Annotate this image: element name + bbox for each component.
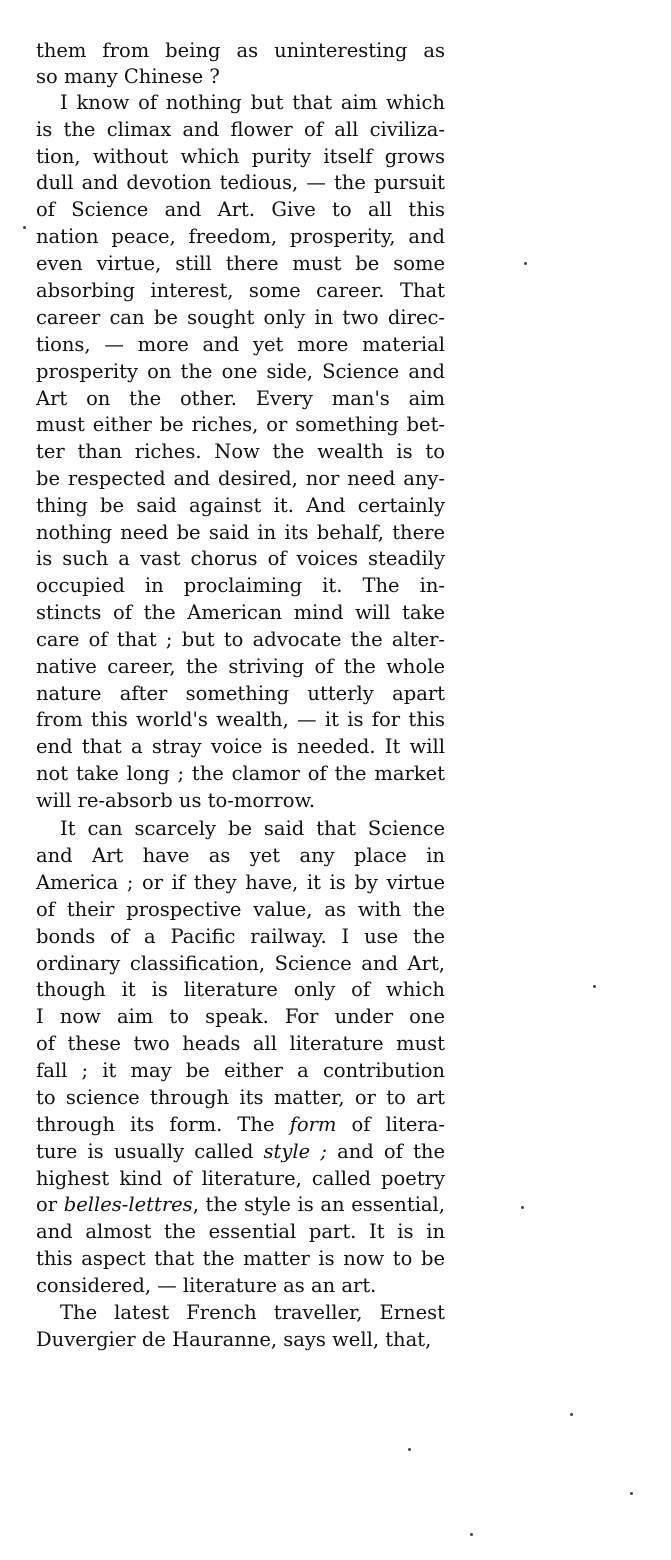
- text-run: ture is usually called: [36, 1140, 264, 1163]
- text-run: nothing need be said in its behalf, there: [36, 521, 445, 544]
- text-run: through its form. The: [36, 1113, 290, 1136]
- text-run: and of the: [326, 1140, 446, 1163]
- text-run: dull and devotion tedious, — the pursuit: [36, 171, 445, 194]
- page-speck: [630, 1492, 633, 1495]
- text-run: will re-absorb us to-morrow.: [36, 789, 316, 812]
- text-line: [36, 681, 445, 707]
- text-run: of their prospective value, as with the: [36, 898, 445, 921]
- text-line: [36, 761, 445, 787]
- text-run: nature after something utterly apart: [36, 682, 445, 705]
- text-run: I now aim to speak. For under one: [36, 1005, 445, 1028]
- text-line: [36, 600, 445, 626]
- text-line: [36, 897, 445, 923]
- text-line: [36, 439, 445, 465]
- text-run: of these two heads all literature must: [36, 1032, 445, 1055]
- text-run: though it is literature only of which: [36, 978, 445, 1001]
- text-line: [36, 870, 445, 896]
- text-run: highest kind of literature, called poetry: [36, 1167, 445, 1190]
- text-line: [36, 1327, 445, 1353]
- text-line: [36, 1192, 445, 1218]
- text-line: [36, 305, 445, 331]
- text-line: [36, 224, 445, 250]
- text-run: so many Chinese ?: [36, 65, 220, 88]
- text-run: I know of nothing but that aim which: [60, 91, 445, 114]
- text-line: [36, 117, 445, 143]
- text-run: end that a stray voice is needed. It will: [36, 735, 445, 758]
- text-line: [36, 1085, 445, 1111]
- text-line: [36, 1273, 445, 1299]
- text-run: from this world's wealth, — it is for this: [36, 708, 445, 731]
- text-line: [36, 1058, 445, 1084]
- page-speck: [521, 1206, 524, 1209]
- text-run: ter than riches. Now the wealth is to: [36, 440, 445, 463]
- text-run: fall ; it may be either a contribution: [36, 1059, 445, 1082]
- text-run: even virtue, still there must be some: [36, 252, 445, 275]
- page-speck: [570, 1413, 573, 1416]
- text-line: [60, 90, 445, 116]
- text-run: thing be said against it. And certainly: [36, 494, 445, 517]
- text-run: prosperity on the one side, Science and: [36, 360, 445, 383]
- text-run: native career, the striving of the whole: [36, 655, 445, 678]
- text-run: is such a vast chorus of voices steadily: [36, 547, 445, 570]
- text-line: [36, 466, 445, 492]
- text-line: [36, 951, 445, 977]
- text-run: or: [36, 1193, 64, 1216]
- text-line: [36, 1031, 445, 1057]
- text-line: [36, 546, 445, 572]
- text-line: [60, 816, 445, 842]
- page-speck: [524, 262, 527, 265]
- text-run: and Art have as yet any place in: [36, 844, 445, 867]
- text-run: is the climax and flower of all civiliza-: [36, 118, 445, 141]
- text-line: [36, 1219, 445, 1245]
- text-line: [36, 197, 445, 223]
- text-run: , the style is an essential,: [192, 1193, 445, 1216]
- text-run: nation peace, freedom, prosperity, and: [36, 225, 445, 248]
- text-line: [36, 573, 445, 599]
- text-run: tion, without which purity itself grows: [36, 145, 445, 168]
- text-line: [36, 412, 445, 438]
- text-run: to science through its matter, or to art: [36, 1086, 445, 1109]
- text-run: America ; or if they have, it is by virtue: [36, 871, 445, 894]
- text-line: [36, 627, 445, 653]
- text-line: [36, 1246, 445, 1272]
- text-line: [36, 734, 445, 760]
- italic-text: style ;: [263, 1140, 327, 1163]
- text-line: [36, 1166, 445, 1192]
- text-run: Art on the other. Every man's aim: [36, 387, 445, 410]
- text-line: [36, 332, 445, 358]
- text-line: [36, 520, 445, 546]
- text-line: [36, 359, 445, 385]
- text-run: this aspect that the matter is now to be: [36, 1247, 445, 1270]
- text-run: must either be riches, or something bet-: [36, 413, 445, 436]
- italic-text: form: [289, 1113, 337, 1136]
- text-run: absorbing interest, some career. That: [36, 279, 445, 302]
- text-line: [36, 170, 445, 196]
- text-run: and almost the essential part. It is in: [36, 1220, 445, 1243]
- text-run: occupied in proclaiming it. The in-: [36, 574, 445, 597]
- text-line: [60, 1300, 445, 1326]
- page-speck: [408, 1448, 411, 1451]
- italic-text: belles-lettres: [63, 1193, 193, 1216]
- text-run: The latest French traveller, Ernest: [60, 1301, 445, 1324]
- text-line: [36, 493, 445, 519]
- page-speck: [593, 985, 596, 988]
- text-run: of litera-: [336, 1113, 445, 1136]
- text-run: stincts of the American mind will take: [36, 601, 445, 624]
- text-run: It can scarcely be said that Science: [60, 817, 445, 840]
- text-line: [36, 843, 445, 869]
- text-line: [36, 64, 445, 90]
- text-run: not take long ; the clamor of the market: [36, 762, 445, 785]
- text-run: Duvergier de Hauranne, says well, that,: [36, 1328, 432, 1351]
- text-line: [36, 924, 445, 950]
- text-line: [36, 1004, 445, 1030]
- text-line: [36, 38, 445, 64]
- text-line: [36, 144, 445, 170]
- text-run: them from being as uninteresting as: [36, 39, 445, 62]
- text-line: [36, 977, 445, 1003]
- page-speck: [470, 1533, 473, 1536]
- text-run: be respected and desired, nor need any-: [36, 467, 445, 490]
- text-line: [36, 788, 445, 814]
- text-line: [36, 386, 445, 412]
- text-run: bonds of a Pacific railway. I use the: [36, 925, 445, 948]
- text-line: [36, 1139, 445, 1165]
- text-run: of Science and Art. Give to all this: [36, 198, 445, 221]
- page-speck: [23, 226, 26, 229]
- text-run: career can be sought only in two direc-: [36, 306, 445, 329]
- text-line: [36, 707, 445, 733]
- text-run: tions, — more and yet more material: [36, 333, 445, 356]
- text-run: considered, — literature as an art.: [36, 1274, 377, 1297]
- text-line: [36, 251, 445, 277]
- text-run: ordinary classification, Science and Art,: [36, 952, 445, 975]
- text-line: [36, 1112, 445, 1138]
- text-line: [36, 654, 445, 680]
- text-line: [36, 278, 445, 304]
- text-run: care of that ; but to advocate the alter-: [36, 628, 445, 651]
